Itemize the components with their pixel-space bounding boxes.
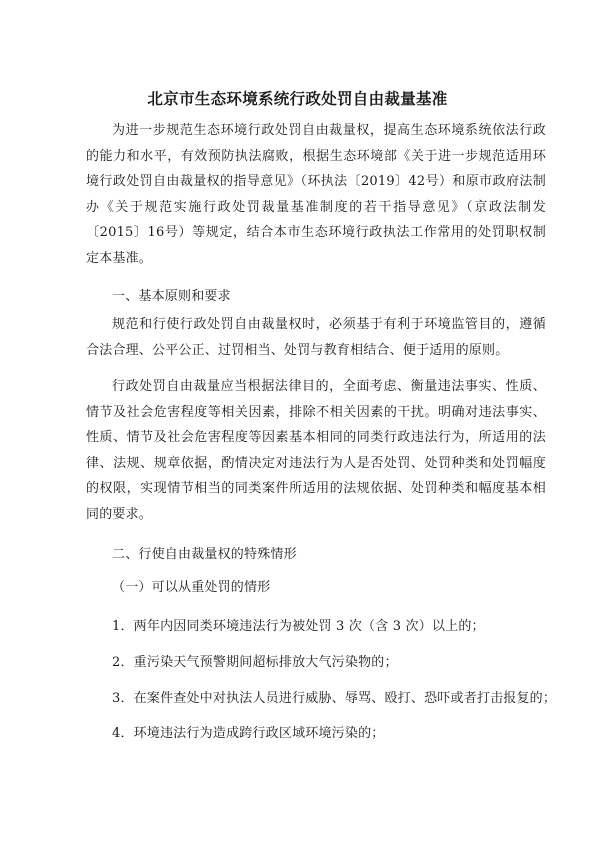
list-item: 2．重污染天气预警期间超标排放大气污染物的； (112, 655, 398, 670)
list-item: 1．两年内因同类环境违法行为被处罚 3 次（含 3 次）以上的； (112, 619, 485, 634)
document-title: 北京市生态环境系统行政处罚自由裁量基准 (147, 90, 448, 108)
list-item: 4．环境违法行为造成跨行政区域环境污染的； (112, 726, 385, 741)
subsection-heading-heavier-penalty: （一）可以从重处罚的情形 (112, 580, 271, 595)
intro-paragraph: 为进一步规范生态环境行政处罚自由裁量权，提高生态环境系统依法行政的能力和水平，有效预防执法腐败，根据生态环境部《关于进一步规范适用环境行政处罚自由裁量权的指导意见》（环执法〔2019〕42号）和原市政府法制办《关于规范实施行政处罚裁量基准制度的若干指导意见》（京政法制发〔2015〕16号）等规定，结合本市生态环境行政执法工作常用的处罚职权制定本基准。 (86, 123, 546, 266)
section-heading-principles: 一、基本原则和要求 (112, 289, 231, 304)
section-heading-special-cases: 二、行使自由裁量权的特殊情形 (112, 547, 297, 562)
principles-paragraph-2: 行政处罚自由裁量应当根据法律目的，全面考虑、衡量违法事实、性质、情节及社会危害程度等相关因素，排除不相关因素的干扰。明确对违法事实、性质、情节及社会危害程度等因素基本相同的同类行政违法行为，所适用的法律、法规、规章依据，酌情决定对违法行为人是否处罚、处罚种类和处罚幅度的权限，实现情节相当的同类案件所适用的法规依据、处罚种类和幅度基本相同的要求。 (86, 379, 546, 522)
list-item: 3．在案件查处中对执法人员进行威胁、辱骂、殴打、恐吓或者打击报复的； (112, 691, 557, 706)
principles-paragraph-1: 规范和行使行政处罚自由裁量权时，必须基于有利于环境监管目的，遵循合法合理、公平公正、过罚相当、处罚与教育相结合、便于适用的原则。 (86, 317, 546, 358)
